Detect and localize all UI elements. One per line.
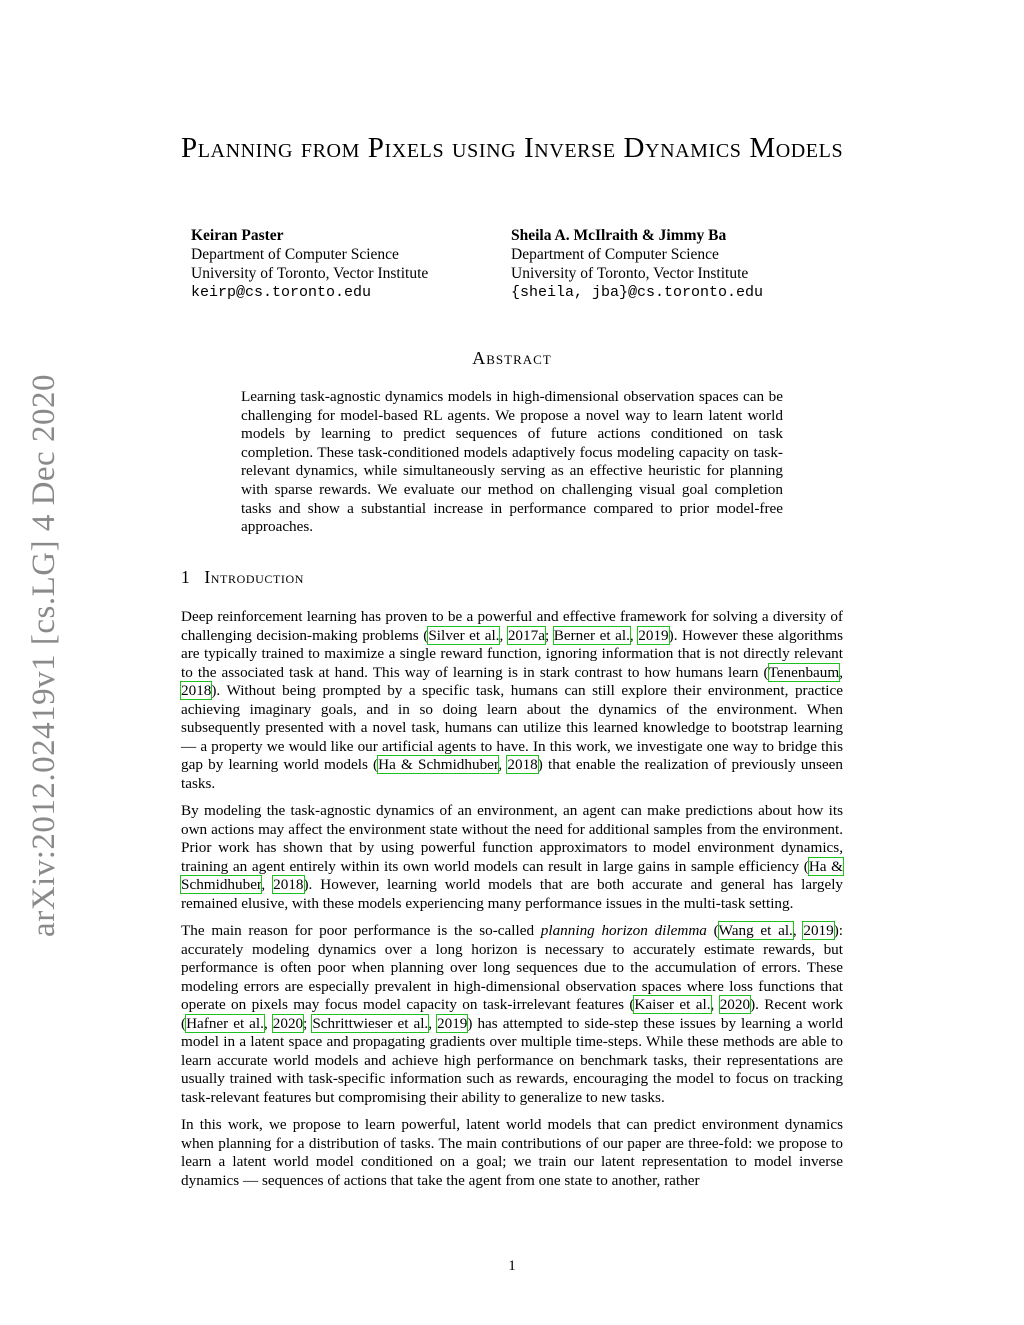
text-run: ,: [710, 996, 720, 1013]
paragraph-3: [181, 922, 843, 1107]
citation-link[interactable]: 2018: [507, 756, 538, 773]
author-department: Department of Computer Science: [191, 246, 399, 263]
citation-link[interactable]: Hafner et al.: [186, 1014, 264, 1032]
citation-link[interactable]: Ha & Schmidhuber: [181, 857, 843, 893]
abstract-heading: Abstract: [472, 348, 552, 368]
citation-link[interactable]: Wang et al.: [718, 922, 793, 939]
page-number: 1: [508, 1258, 516, 1274]
arxiv-identifier[interactable]: arXiv:2012.02419v1 [cs.LG] 4 Dec 2020: [25, 373, 62, 937]
citation-link[interactable]: Berner et al.: [553, 626, 630, 644]
text-run: (: [706, 922, 719, 939]
text-run: ) that enable the realization of previously unseen tasks.: [181, 756, 844, 792]
abstract-text: Learning task-agnostic dynamics models in high-dimensional observation spaces can be challenging for model-based RL agents. We propose a novel way to learn latent world models by learning to predict sequences of future actions conditioned on task completion. These task-conditioned models adaptively focus modeling capacity on task-relevant dynamics, while simultaneously serving as an effective heuristic for planning with sparse rewards. We evaluate our method on challenging visual goal completion tasks and show a substantial increase in performance compared to prior model-free approaches.: [241, 388, 783, 536]
arxiv-side-stamp: [24, 360, 64, 950]
citation-link[interactable]: 2020: [719, 996, 751, 1013]
citation-link[interactable]: Kaiser et al.: [634, 996, 711, 1013]
text-run: ) has attempted to side-step these issues by learning a world model in a latent space and propagating gradients over multiple time-steps. While these methods are able to learn accurate world models and achieve high performance on benchmark tasks, their representations are usually trained with task-specific information such as rewards, encouraging the model to focus on tracking task-relevant features but compromising their ability to generalize to new tasks.: [181, 1014, 843, 1106]
citation-link[interactable]: Schrittwieser et al.: [312, 1014, 429, 1032]
author-institution: University of Toronto, Vector Institute: [191, 265, 429, 282]
section-number: 1: [181, 567, 191, 587]
paragraph-1: [181, 608, 843, 793]
text-run: By modeling the task-agnostic dynamics of an environment, an agent can make predictions about how its own actions may affect the environment state without the need for additional samples from the environment. Prior work has shown that by using powerful function approximators to model environment dynamics, training an agent entirely within its own world models can result in large gains in sample efficiency (: [181, 802, 843, 875]
text-run: ). Without being prompted by a specific task, humans can still explore their environment, practice achieving imaginary goals, and in so doing learn about the dynamics of the environment. When subsequently presented with a novel task, humans can utilize this learned knowledge to bootstrap learning — a property we would like our artificial agents to have. In this work, we investigate one way to bridge this gap by learning world models (: [181, 682, 843, 773]
text-run: ;: [303, 1014, 313, 1032]
citation-link[interactable]: 2019: [437, 1014, 468, 1032]
introduction-body: [181, 608, 843, 1199]
citation-link[interactable]: 2018: [273, 876, 304, 893]
text-run: ). However these algorithms are typically trained to maximize a single reward function, ignoring information that is not directly relevant to the associated task at hand. This way of learning is in stark contrast to how humans learn (: [181, 626, 844, 681]
citation-link[interactable]: 2017a: [507, 626, 545, 644]
text-run: ,: [629, 626, 639, 644]
text-run: ,: [263, 1014, 273, 1032]
author-block-2: [511, 226, 763, 302]
text-run: ,: [498, 756, 508, 773]
text-run: ,: [499, 626, 508, 644]
author-block-1: [191, 226, 428, 302]
author-name: Sheila A. McIlraith & Jimmy Ba: [511, 227, 727, 244]
text-run: ,: [839, 663, 843, 681]
author-email[interactable]: {sheila, jba}@cs.toronto.edu: [511, 284, 764, 301]
text-run: ): accurately modeling dynamics over a long horizon is necessary to accurately estimate rewards, but performance is often poor when planning over long sequences due to the accumulation of errors. These modeling errors are especially prevalent in high-dimensional observation spaces where loss functions that operate on pixels may focus model capacity on task-irrelevant features (: [181, 922, 844, 1013]
text-run: Deep reinforcement learning has proven to be a powerful and effective framework for solving a diversity of challenging decision-making problems (: [181, 608, 843, 644]
paragraph-4: [181, 1116, 843, 1190]
text-run: ;: [544, 626, 554, 644]
section-heading-introduction: [181, 567, 304, 588]
author-institution: University of Toronto, Vector Institute: [511, 265, 749, 282]
author-email[interactable]: keirp@cs.toronto.edu: [191, 284, 372, 301]
citation-link[interactable]: Tenenbaum: [768, 663, 840, 681]
paper-title: Planning from Pixels using Inverse Dynamics Models: [181, 132, 844, 164]
text-run: ,: [792, 922, 804, 939]
paragraph-2: [181, 802, 843, 913]
text-run: ,: [428, 1014, 438, 1032]
text-run: ,: [261, 876, 274, 893]
text-run: The main reason for poor performance is the so-called: [181, 922, 541, 939]
citation-link[interactable]: 2020: [272, 1014, 304, 1032]
citation-link[interactable]: 2019: [638, 626, 669, 644]
section-title: Introduction: [204, 567, 305, 587]
text-run: In this work, we propose to learn powerful, latent world models that can predict environment dynamics when planning for a distribution of tasks. The main contributions of our paper are three-fold: we propose to learn a latent world model conditioned on a goal; we train our latent representation to model inverse dynamics — sequences of actions that take the agent from one state to another, rather: [181, 1116, 843, 1189]
citation-link[interactable]: Silver et al.: [428, 626, 500, 644]
citation-link[interactable]: Ha & Schmidhuber: [378, 756, 499, 773]
citation-link[interactable]: 2018: [181, 682, 212, 699]
author-name: Keiran Paster: [191, 227, 284, 244]
citation-link[interactable]: 2019: [803, 922, 834, 939]
author-department: Department of Computer Science: [511, 246, 719, 263]
text-run: ). However, learning world models that are both accurate and general has largely remained elusive, with these models experiencing many performance issues in the multi-task setting.: [181, 876, 844, 912]
emphasized-term: planning horizon dilemma: [540, 922, 707, 939]
text-run: ). Recent work (: [181, 996, 844, 1032]
